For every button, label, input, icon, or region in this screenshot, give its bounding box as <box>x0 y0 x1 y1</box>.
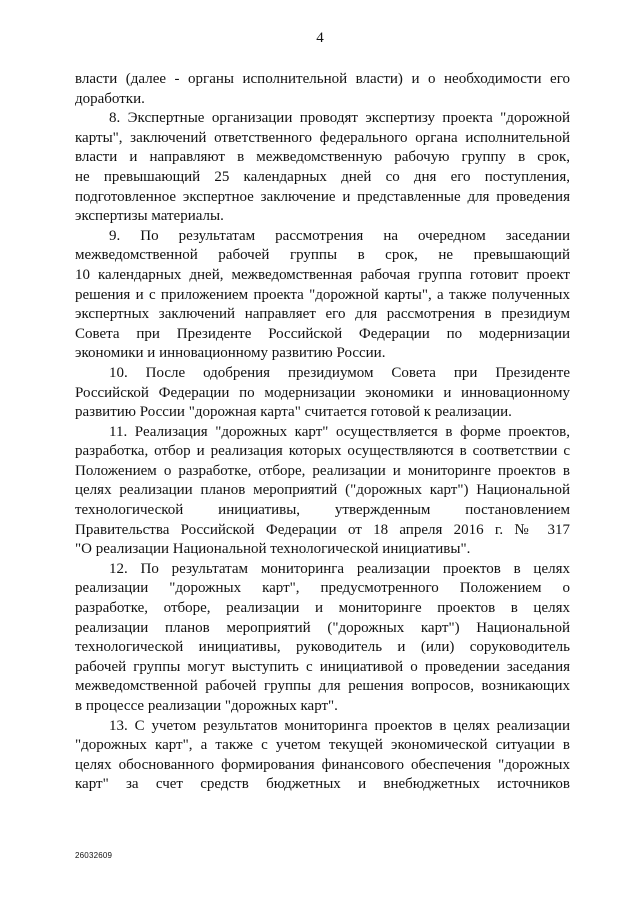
text-line: развитию России "дорожная карта" считается готовой к реализации. <box>75 404 512 421</box>
text-line: власти (далее - органы исполнительной власти) и о необходимости его <box>75 71 570 87</box>
text-line: реализации "дорожных карт", предусмотренного Положением о <box>75 580 570 597</box>
text-line: в процессе реализации "дорожных карт". <box>75 698 338 714</box>
text-line: 11. Реализация "дорожных карт" осуществляется в форме проектов, <box>109 423 570 440</box>
text-line: разработке, отборе, реализации и мониторинге проектов в целях <box>75 600 570 617</box>
text-line: 12. По результатам мониторинга реализации проектов в целях <box>109 560 570 577</box>
text-line: подготовленное экспертное заключение и представленные для проведения <box>75 188 570 205</box>
text-line: карты", заключений ответственного федерального органа исполнительной <box>75 129 570 146</box>
text-line: 8. Экспертные организации проводят экспертизу проекта "дорожной <box>109 110 570 127</box>
text-line: технологической инициативы, утвержденным постановлением <box>75 502 570 519</box>
text-line: экспертизы материалы. <box>75 208 224 225</box>
text-line: решения и с приложением проекта "дорожной карты", а также полученных <box>75 286 570 303</box>
text-line: доработки. <box>75 90 145 107</box>
text-line: "О реализации Национальной технологической инициативы". <box>75 541 471 558</box>
document-id: 26032609 <box>75 851 113 860</box>
text-line: Положением о разработке, отборе, реализации и мониторинге проектов в <box>75 462 570 479</box>
text-line: Совета при Президенте Российской Федерации по модернизации <box>75 325 570 342</box>
text-line: межведомственной рабочей группы для решения вопросов, возникающих <box>75 678 570 695</box>
text-line: не превышающий 25 календарных дней со дня его поступления, <box>75 168 570 185</box>
text-line: 10. После одобрения президиумом Совета при Президенте <box>109 364 570 381</box>
text-line: Российской Федерации по модернизации экономики и инновационному <box>75 384 570 401</box>
text-line: целях обоснованного формирования финансового обеспечения "дорожных <box>75 756 570 773</box>
text-line: экспертных заключений направляет его для рассмотрения в президиум <box>75 306 570 323</box>
text-line: технологической инициативы, руководитель и (или) соруководитель <box>75 639 570 656</box>
text-line: разработка, отбор и реализация которых осуществляются в соответствии с <box>75 443 570 460</box>
text-line: реализации планов мероприятий ("дорожных карт") Национальной <box>75 619 570 636</box>
text-line: целях реализации планов мероприятий ("дорожных карт") Национальной <box>75 482 570 499</box>
page-number: 4 <box>316 30 324 46</box>
text-line: 10 календарных дней, межведомственная рабочая группа готовит проект <box>75 266 570 283</box>
text-line: рабочей группы могут выступить с инициативой о проведении заседания <box>75 658 570 675</box>
text-line: 9. По результатам рассмотрения на очередном заседании <box>109 227 570 244</box>
text-line: 13. С учетом результатов мониторинга проектов в целях реализации <box>109 717 570 734</box>
text-line: экономики и инновационному развитию России. <box>75 345 386 362</box>
text-line: карт" за счет средств бюджетных и внебюджетных источников <box>75 776 570 793</box>
document-body <box>75 70 570 795</box>
text-line: власти и направляют в межведомственную рабочую группу в срок, <box>75 149 570 166</box>
text-line: Правительства Российской Федерации от 18 апреля 2016 г. № 317 <box>75 521 570 538</box>
text-line: "дорожных карт", а также с учетом текущей экономической ситуации в <box>75 737 570 754</box>
text-line: межведомственной рабочей группы в срок, не превышающий <box>75 247 570 264</box>
